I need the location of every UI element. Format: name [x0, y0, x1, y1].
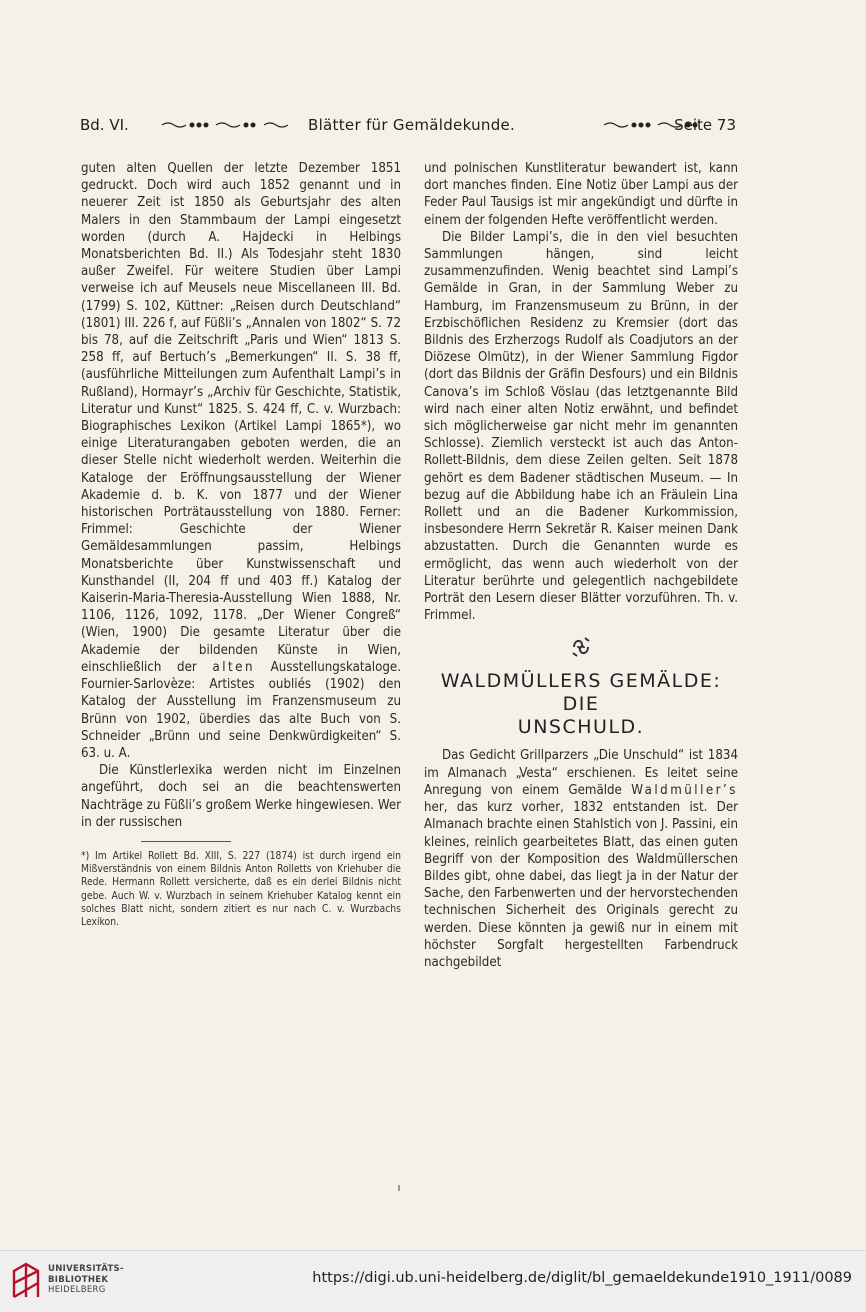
volume-label: Bd. VI. — [80, 116, 129, 134]
left-paragraph-2: Die Künstlerlexika werden nicht im Einzelnen angeführt, doch sei an die beachtenswerten Nachträge zu Füßli’s großem Werke hingewiesen. Wer in der russischen — [81, 763, 401, 830]
scan-mark — [398, 1185, 400, 1191]
right-paragraph-3: Das Gedicht Grillparzers „Die Unschuld“ ist 1834 im Almanach „Vesta“ erschienen. Es leitet seine Anregung von einem Gemälde Waldmüller’s her, das kurz vorher, 1832 entstanden ist. Der Almanach brachte einen Stahlstich von J. Passini, ein kleines, reinlich gearbeitetes Blatt, das einen guten Begriff von der Komposition des Waldmüllerschen Bildes gibt, ohne dabei, das liegt ja in der Natur der Sache, den Farbenwerten und der hervorstechenden technischen Sicherheit des Originals gerecht zu werden. Diese könnten ja gewiß nur in einem mit höchster Sorgfalt hergestellten Farbendruck nachgebildet — [424, 748, 738, 970]
left-paragraph-1: guten alten Quellen der letzte Dezember 1851 gedruckt. Doch wird auch 1852 genannt und in neuerer Zeit ist 1850 als Geburtsjahr des alten Malers in den Stammbaum der Lampi eingesetzt worden (durch A. Hajdecki in Helbings Monatsberichten Bd. II.) Als Todesjahr steht 1830 außer Zweifel. Für weitere Studien über Lampi verweise ich auf Meusels neue Miscellaneen III. Bd. (1799) S. 102, Küttner: „Reisen durch Deutschland“ (1801) III. 226 f, auf Füßli’s „Annalen von 1802“ S. 72 bis 78, auf die Zeitschrift „Paris und Wien“ 1813 S. 258 ff, auf Bertuch’s „Bemerkungen“ II. S. 38 ff, (ausführliche Mitteilungen zum Aufenthalt Lampi’s in Rußland), Hormayr’s „Archiv für Geschichte, Statistik, Literatur und Kunst“ 1825. S. 424 ff, C. v. Wurzbach: Biographisches Lexikon (Artikel Lampi 1865*), wo einige Literaturangaben geboten werden, die an dieser Stelle nicht wiederholt werden. Weiterhin die Kataloge der Eröffnungsausstellung der Wiener Akademie d. b. K. von 1877 und der Wiener historischen Porträtausstellung von 1880. Ferner: Frimmel: Geschichte der Wiener Gemäldesammlungen passim, Helbings Monatsberichte über Kunstwissenschaft und Kunsthandel (II, 204 ff und 403 ff.) Katalog der Kaiserin-Maria-Theresia-Ausstellung Wien 1888, Nr. 1106, 1126, 1092, 1178. „Der Wiener Congreß“ (Wien, 1900) Die gesamte Literatur über die Akademie der bildenden Künste in Wien, einschließlich der alten Ausstellungskataloge. Fournier-Sarlovèze: Artistes oubliés (1902) den Katalog der Ausstellung im Franzensmuseum zu Brünn von 1902, überdies das alte Buch von S. Schneider „Brünn und seine Denkwürdigkeiten“ S. 63. u. A. — [81, 161, 401, 761]
running-header — [80, 116, 736, 136]
right-paragraph-1: und polnischen Kunstliteratur bewandert ist, kann dort manches finden. Eine Notiz über Lampi aus der Feder Paul Tausigs ist mir angekündigt und dürfte in einem der folgenden Hefte veröffentlicht werden. — [424, 161, 738, 228]
footnote: *) Im Artikel Rollett Bd. XIII, S. 227 (1874) ist durch irgend ein Mißverständnis von einem Bildnis Anton Rolletts von Kriehuber die Rede. Hermann Rollett versicherte, daß es ein derlei Bildnis nicht gebe. Auch W. v. Wurzbach in seinem Kriehuber Katalog kennt ein solches Blatt nicht, sondern zitiert es nur nach C. v. Wurzbachs Lexikon. — [81, 849, 401, 928]
section-heading — [424, 670, 738, 739]
emphasized-word: alten — [212, 659, 255, 675]
emphasized-name: Waldmüller’s — [631, 782, 738, 798]
library-logo-text: UNIVERSITÄTS- BIBLIOTHEK HEIDELBERG — [48, 1264, 124, 1295]
right-paragraph-2: Die Bilder Lampi’s, die in den viel besuchten Sammlungen hängen, sind leicht zusammenzufinden. Wenig beachtet sind Lampi’s Gemälde in Gran, in der Sammlung Weber zu Hamburg, im Franzensmuseum zu Brünn, in der Erzbischöflichen Residenz zu Kremsier (dort das Bildnis des Erzherzogs Rudolf als Coadjutors an der Diözese Olmütz), in der Wiener Sammlung Figdor (dort das Bildnis der Gräfin Desfours) und ein Bildnis Canova’s im Schloß Vöslau (das letztgenannte Bild wird nach einer alten Notiz erwähnt, und befindet sich möglicherweise gar nicht mehr im genannten Schlosse). Ziemlich versteckt ist auch das Anton-Rollett-Bildnis, dem diese Zeilen gelten. Seit 1878 gehört es dem Badener städtischen Museum. — In bezug auf die Abbildung habe ich an Fräulein Lina Rollett und an die Badener Kurkommission, insbesondere Herrn Sekretär R. Kaiser meinen Dank abzustatten. Durch die Genannten wurde es ermöglicht, das wenn auch wiederholt von der Literatur berührte und gelegentlich nachgebildete Porträt den Lesern dieser Blätter vorzuführen. Th. v. Frimmel. — [424, 229, 738, 624]
footnote-separator — [141, 841, 231, 842]
left-column — [81, 160, 401, 929]
footer-bar — [0, 1250, 866, 1312]
journal-title: Blätter für Gemäldekunde. — [308, 116, 516, 134]
permalink-url[interactable]: https://digi.ub.uni-heidelberg.de/diglit/bl_gemaeldekunde1910_1911/0089 — [312, 1270, 852, 1286]
section-heading-line-2: UNSCHULD. — [517, 716, 645, 739]
page-number: Seite 73 — [674, 116, 736, 134]
library-logo-icon[interactable] — [8, 1261, 44, 1301]
header-ornament-left — [160, 120, 290, 130]
right-column — [424, 160, 738, 971]
section-ornament-icon — [424, 636, 738, 660]
section-heading-line-1: WALDMÜLLERS GEMÄLDE: DIE — [440, 670, 722, 716]
